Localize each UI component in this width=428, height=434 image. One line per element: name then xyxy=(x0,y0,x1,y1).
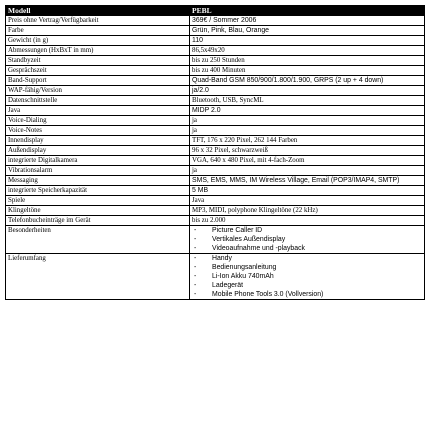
row-value: TFT, 176 x 220 Pixel, 262 144 Farben xyxy=(190,136,425,146)
list-item: - Mobile Phone Tools 3.0 (Vollversion) xyxy=(192,290,422,299)
row-label: Preis ohne Vertrag/Verfügbarkeit xyxy=(6,16,190,26)
list-item: - Picture Caller ID xyxy=(192,226,422,235)
besonderheiten-list-cell xyxy=(190,226,425,254)
row-value: ja xyxy=(190,166,425,176)
row-label: Java xyxy=(6,106,190,116)
table-row xyxy=(6,206,425,216)
list-item: - Handy xyxy=(192,254,422,263)
list-item: - Li-Ion Akku 740mAh xyxy=(192,272,422,281)
row-value: MP3, MIDI, polyphone Klingeltöne (22 kHz) xyxy=(190,206,425,216)
row-label: integrierte Speicherkapazität xyxy=(6,186,190,196)
list-item: - Bedienungsanleitung xyxy=(192,263,422,272)
row-value: 86,5x49x20 xyxy=(190,46,425,56)
list-item: - Ladegerät xyxy=(192,281,422,290)
besonderheiten-list xyxy=(192,226,422,253)
row-value: SMS, EMS, MMS, IM Wireless Village, Email (POP3/IMAP4, SMTP) xyxy=(190,176,425,186)
row-value: ja xyxy=(190,116,425,126)
table-row xyxy=(6,136,425,146)
row-label: Gewicht (in g) xyxy=(6,36,190,46)
list-item: - Vertikales Außendisplay xyxy=(192,235,422,244)
lieferumfang-row xyxy=(6,254,425,300)
spec-rows xyxy=(6,16,425,300)
row-value: MIDP 2.0 xyxy=(190,106,425,116)
table-row xyxy=(6,126,425,136)
table-row xyxy=(6,26,425,36)
table-row xyxy=(6,16,425,26)
row-label: Außendisplay xyxy=(6,146,190,156)
table-row xyxy=(6,36,425,46)
row-label: Vibrationsalarm xyxy=(6,166,190,176)
table-row xyxy=(6,86,425,96)
row-label: Voice-Notes xyxy=(6,126,190,136)
row-label: Klingeltöne xyxy=(6,206,190,216)
table-row xyxy=(6,216,425,226)
row-label: Gesprächszeit xyxy=(6,66,190,76)
header-model-value: PEBL xyxy=(190,6,425,16)
row-label: Messaging xyxy=(6,176,190,186)
row-value: VGA, 640 x 480 Pixel, mit 4-fach-Zoom xyxy=(190,156,425,166)
row-value: ja xyxy=(190,126,425,136)
row-value: Quad-Band GSM 850/900/1.800/1.900, GRPS (2 up + 4 down) xyxy=(190,76,425,86)
lieferumfang-list-cell xyxy=(190,254,425,300)
besonderheiten-label: Besonderheiten xyxy=(6,226,190,254)
table-row xyxy=(6,56,425,66)
row-value: ja/2.0 xyxy=(190,86,425,96)
row-value: 96 x 32 Pixel, schwarzweiß xyxy=(190,146,425,156)
row-label: Standbyzeit xyxy=(6,56,190,66)
row-value: bis zu 250 Stunden xyxy=(190,56,425,66)
table-row xyxy=(6,76,425,86)
table-row xyxy=(6,176,425,186)
besonderheiten-row xyxy=(6,226,425,254)
row-value: Grün, Pink, Blau, Orange xyxy=(190,26,425,36)
row-label: integrierte Digitalkamera xyxy=(6,156,190,166)
row-value: 369€ / Sommer 2006 xyxy=(190,16,425,26)
row-label: Spiele xyxy=(6,196,190,206)
table-row xyxy=(6,146,425,156)
row-label: Telefonbucheinträge im Gerät xyxy=(6,216,190,226)
table-row xyxy=(6,96,425,106)
row-label: Band-Support xyxy=(6,76,190,86)
row-label: Abmessungen (HxBxT in mm) xyxy=(6,46,190,56)
table-row xyxy=(6,46,425,56)
row-label: Innendisplay xyxy=(6,136,190,146)
row-label: Voice-Dialing xyxy=(6,116,190,126)
lieferumfang-list xyxy=(192,254,422,299)
spec-table xyxy=(5,5,425,300)
table-row xyxy=(6,186,425,196)
table-row xyxy=(6,106,425,116)
table-row xyxy=(6,156,425,166)
row-label: Datenschnittstelle xyxy=(6,96,190,106)
row-value: 110 xyxy=(190,36,425,46)
row-value: 5 MB xyxy=(190,186,425,196)
row-value: bis zu 400 Minuten xyxy=(190,66,425,76)
header-row xyxy=(6,6,425,16)
row-value: Bluetooth, USB, SyncML xyxy=(190,96,425,106)
row-value: bis zu 2.000 xyxy=(190,216,425,226)
table-row xyxy=(6,166,425,176)
row-value: Java xyxy=(190,196,425,206)
table-row xyxy=(6,196,425,206)
lieferumfang-label: Lieferumfang xyxy=(6,254,190,300)
table-row xyxy=(6,116,425,126)
row-label: Farbe xyxy=(6,26,190,36)
header-model-label: Modell xyxy=(6,6,190,16)
row-label: WAP-fähig/Version xyxy=(6,86,190,96)
table-row xyxy=(6,66,425,76)
list-item: - Videoaufnahme und -playback xyxy=(192,244,422,253)
